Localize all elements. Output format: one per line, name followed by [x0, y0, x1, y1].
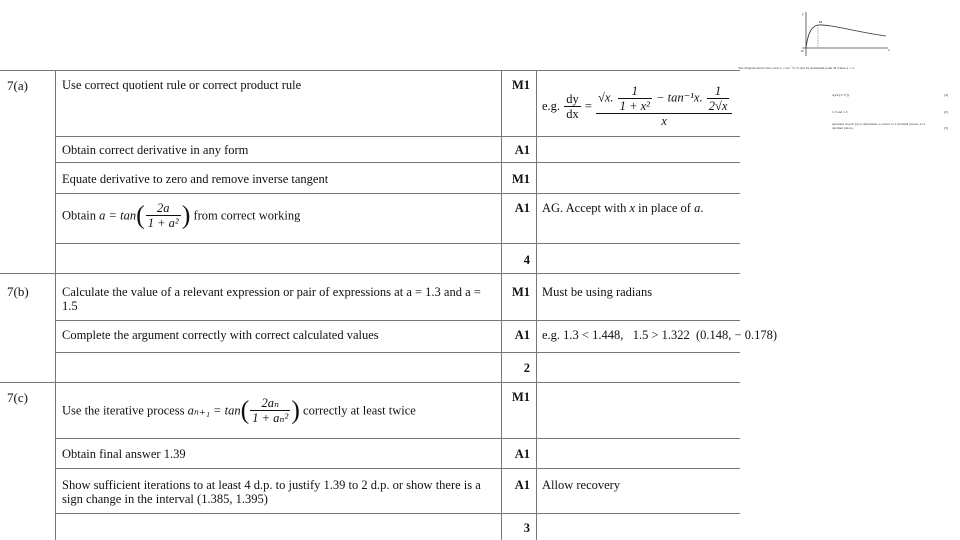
answer-7c-3: Show sufficient iterations to at least 4 d.p. to justify 1.39 to 2 d.p. or show there is a sign change in the interval (1.385, 1.395): [62, 478, 481, 506]
mark-7c-1: M1: [511, 390, 530, 404]
thumbnail-caption: The diagram shows the curve y = tan⁻¹x/√x and its maximum point M where x = a.: [738, 66, 855, 70]
thumbnail-part-a-hint: a(2a/(1+a²)).: [832, 93, 850, 97]
answer-7b-1: Calculate the value of a relevant expression or pair of expressions at a = 1.3 and a = 1.5: [62, 285, 481, 313]
mark-7b-1: M1: [511, 285, 530, 299]
guidance-7b-2: e.g. 1.3 < 1.448, 1.5 > 1.322 (0.148, − 0.178): [542, 328, 778, 342]
guidance-7a-1: e.g. $\frac{dy}{dx}$ = √x. $\frac{1}{\text{1 + x²}}$ − tan⁻¹x. $\frac{1}{2√x}$ x: [542, 84, 733, 128]
axis-x-label: x: [888, 48, 890, 52]
answer-7a-2: Obtain correct derivative in any form: [62, 143, 249, 157]
eg-prefix: e.g.: [542, 99, 561, 113]
guidance-7b-1: Must be using radians: [542, 285, 653, 299]
mark-7a-3: M1: [511, 172, 530, 186]
mark-7a-1: M1: [511, 78, 530, 92]
mark-7c-3: A1: [514, 478, 530, 492]
thumbnail-part-b-marks: [2]: [944, 110, 949, 114]
question-number-7b: 7(b): [7, 284, 29, 299]
iteration-fraction: $\frac{\text{2aₙ}}{\text{1 + aₙ²}}$: [252, 396, 289, 425]
mark-7a-4: A1: [514, 201, 530, 215]
tan-argument-fraction: $\frac{2a}{\text{1 + a²}}$: [147, 201, 179, 230]
thumbnail-part-b-hint: 1.3 and 1.5: [832, 110, 848, 114]
quotient-rule-fraction: √x. $\frac{1}{\text{1 + x²}}$ − tan⁻¹x. $\frac{1}{2√x}$ x: [596, 84, 732, 128]
total-7b: 2: [523, 361, 530, 375]
question-number-7a: 7(a): [7, 78, 28, 93]
thumbnail-part-a-marks: [4]: [944, 93, 949, 97]
answer-7c-1: Use the iterative process aₙ₊₁ = tan( $\frac{\text{2aₙ}}{\text{1 + aₙ²}}$ ) correctly at least twice: [62, 395, 416, 425]
total-7c: 3: [523, 521, 530, 535]
answer-7a-3: Equate derivative to zero and remove inverse tangent: [62, 172, 329, 186]
mark-7a-2: A1: [514, 143, 530, 157]
guidance-7c-3: Allow recovery: [542, 478, 621, 492]
answer-7a-1: Use correct quotient rule or correct product rule: [62, 78, 302, 92]
max-point-label: M: [819, 20, 823, 24]
guidance-7a-4: AG. Accept with x in place of a.: [542, 201, 704, 215]
answer-7a-4: Obtain a = tan( $\frac{2a}{\text{1 + a²}}$ ) from correct working: [62, 200, 301, 230]
origin-label: O: [801, 49, 804, 53]
mark-7c-2: A1: [514, 447, 530, 461]
thumbnail-part-c-hint: equation in part (a) to determine a correct to 2 decimal places, to 4 decimal places.: [832, 122, 926, 130]
total-7a: 4: [523, 253, 530, 267]
axis-y-label: y: [802, 12, 804, 16]
dy-dx-fraction: $\frac{dy}{dx}$: [566, 91, 579, 121]
mark-7b-2: A1: [514, 328, 530, 342]
curve-diagram-thumbnail: [796, 10, 896, 58]
answer-7c-2: Obtain final answer 1.39: [62, 447, 186, 461]
question-number-7c: 7(c): [7, 390, 28, 405]
thumbnail-part-c-marks: [3]: [944, 126, 949, 130]
answer-7b-2: Complete the argument correctly with correct calculated values: [62, 328, 379, 342]
